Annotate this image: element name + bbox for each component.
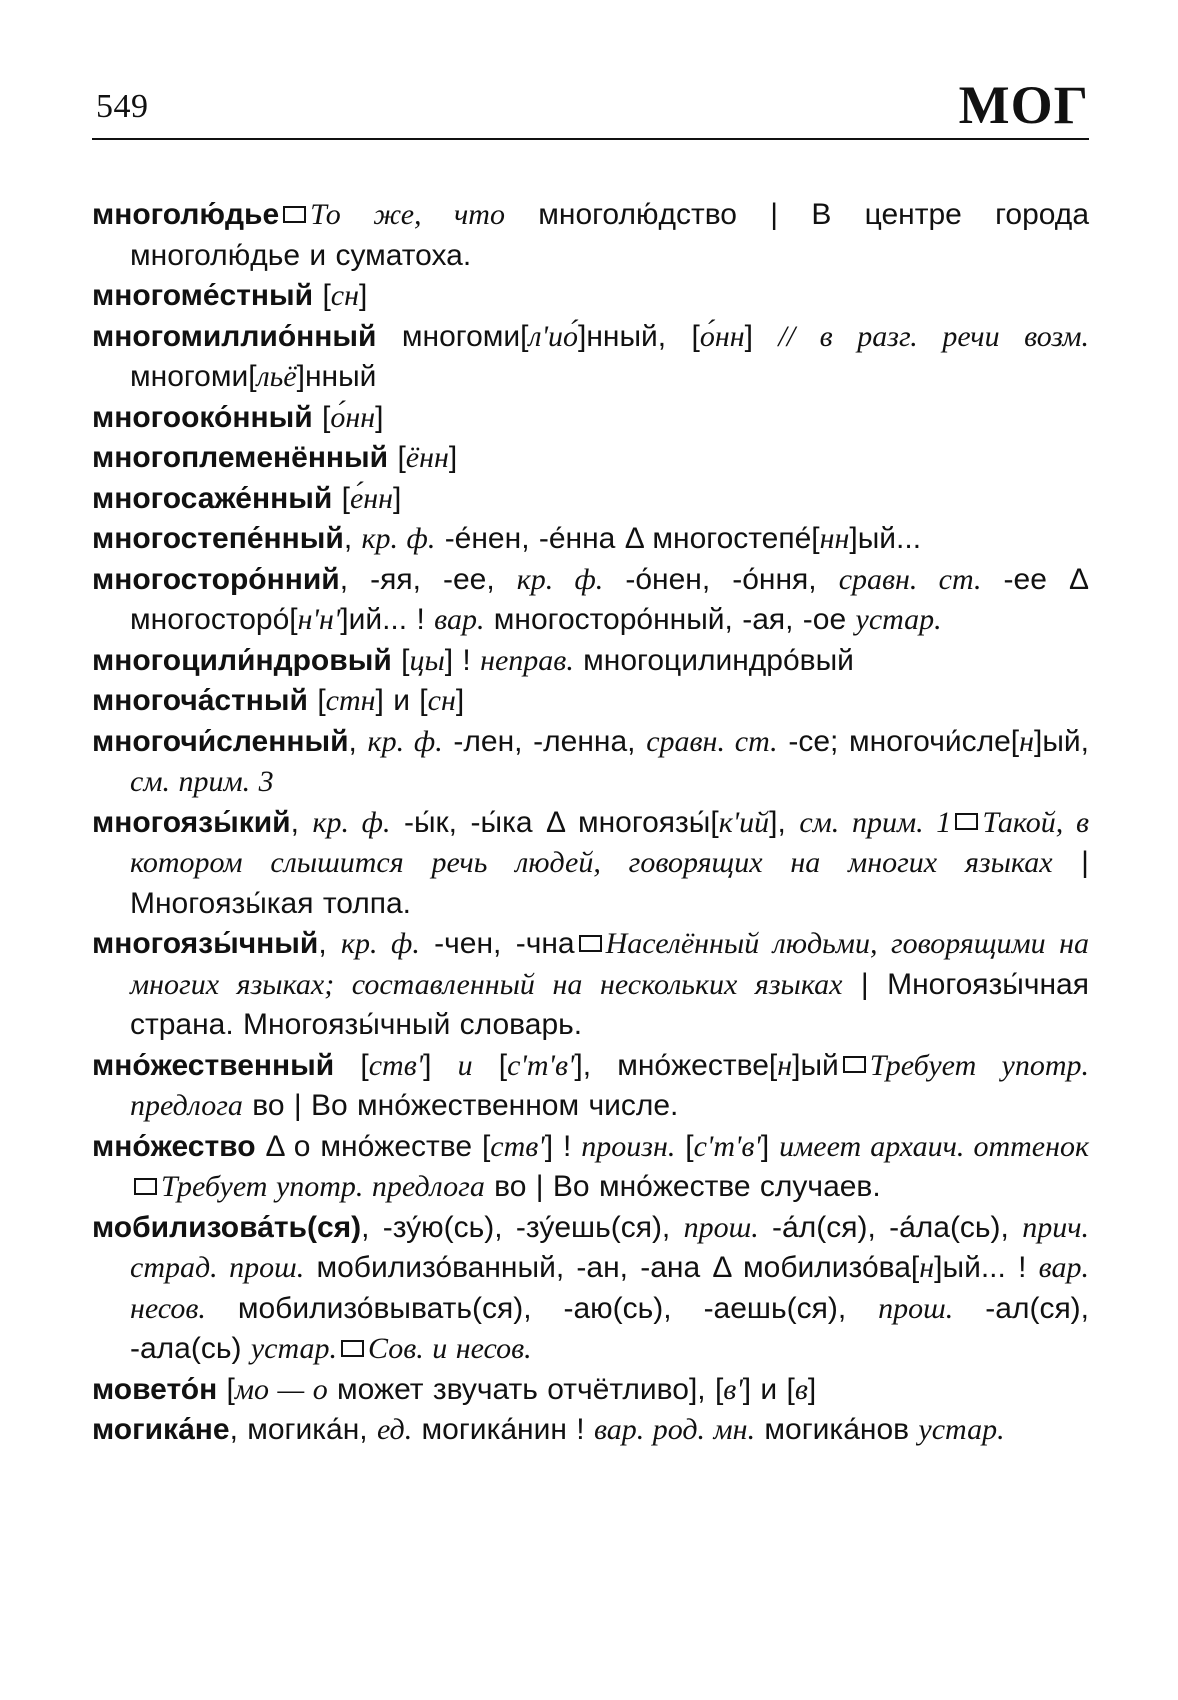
entry-text: ] <box>760 1129 780 1163</box>
definition-box-icon <box>283 206 306 223</box>
entry-text: [ <box>313 279 331 312</box>
grammar-label: кр. ф. <box>516 562 604 596</box>
headword: многоме́стный <box>92 279 314 312</box>
grammar-label: ств' <box>368 1048 424 1082</box>
dictionary-entry <box>92 722 1089 803</box>
entry-text: ]нный <box>296 360 377 393</box>
dictionary-entry <box>92 803 1089 925</box>
grammar-label: к'ий <box>718 805 770 839</box>
page-number: 549 <box>96 88 149 125</box>
entry-text: ] <box>744 319 779 353</box>
grammar-label: н <box>777 1048 793 1082</box>
dictionary-entry <box>92 641 1089 682</box>
grammar-label: н <box>1019 724 1035 758</box>
entry-text: | Многоязы́кая толпа. <box>130 846 1089 920</box>
dictionary-entry <box>92 681 1089 722</box>
entry-text: [ <box>334 1048 369 1082</box>
entry-text: ] <box>358 279 368 312</box>
dictionary-entry <box>92 924 1089 1046</box>
grammar-label: прош. <box>683 1210 759 1244</box>
entry-text: -а́л(ся), -а́ла(сь), <box>758 1210 1023 1244</box>
dictionary-entry <box>92 276 1089 317</box>
grammar-label: ённ <box>405 441 449 474</box>
entry-text: ] <box>448 441 458 474</box>
grammar-label: устар. <box>250 1332 337 1365</box>
dictionary-entry <box>92 1370 1089 1411</box>
definition-box-icon <box>579 935 602 952</box>
headword: мобилизова́ть(ся) <box>92 1210 362 1244</box>
grammar-label: произн. <box>581 1129 676 1163</box>
grammar-label: неправ. <box>480 643 574 677</box>
dictionary-entry <box>92 1046 1089 1127</box>
entry-text: -е́нен, -е́нна Δ многостепе́[ <box>435 522 820 555</box>
headword: многооко́нный <box>92 400 313 434</box>
headword: многоча́стный <box>92 684 308 717</box>
grammar-label: имеет архаич. оттенок <box>779 1129 1090 1163</box>
entry-text: мобилизо́вывать(ся), -аю(сь), -аешь(ся), <box>205 1291 879 1325</box>
entry-text: ] ! <box>544 1129 582 1163</box>
entry-text: [ <box>391 643 410 677</box>
headword: многостепе́нный <box>92 522 344 555</box>
entry-text: ] и [ <box>375 684 428 717</box>
headword: многосаже́нный <box>92 481 333 515</box>
grammar-label: н <box>919 1251 935 1284</box>
grammar-label: сравн. ст. <box>646 724 778 758</box>
entry-text: -о́нен, -о́ння, <box>603 562 839 596</box>
grammar-label: мо — о <box>234 1372 328 1406</box>
entry-text: ], <box>769 805 800 839</box>
entry-text: , -зу́ю(сь), -зу́ешь(ся), <box>361 1210 684 1244</box>
entry-text: может звучать отчётливо], [ <box>327 1372 724 1406</box>
dictionary-entry <box>92 1410 1089 1451</box>
entry-text: ]нный, [ <box>577 319 700 353</box>
entry-text: , <box>290 805 313 839</box>
dictionary-entry <box>92 519 1089 560</box>
entry-text: , <box>348 724 368 758</box>
entry-text: ]ый... ! <box>934 1251 1039 1284</box>
headword: многолю́дье <box>92 198 280 231</box>
grammar-label: с'т'в' <box>507 1048 575 1082</box>
entry-text: ] <box>455 684 465 717</box>
entry-text: [ <box>675 1129 694 1163</box>
headword: многосторо́нний <box>92 562 340 596</box>
grammar-label: кр. ф. <box>341 927 420 960</box>
entry-text: -ал(ся), -ала(сь) <box>130 1291 1090 1365</box>
entry-text: -ы́к, -ы́ка Δ многоязы́[ <box>390 805 719 839</box>
dictionary-entry <box>92 1208 1089 1370</box>
entry-text: -лен, -ленна, <box>442 724 647 758</box>
headword: могика́не <box>92 1413 230 1446</box>
headword: многоплеменённый <box>92 441 389 474</box>
grammar-label: е́нн <box>349 481 394 515</box>
entry-text: ]ый <box>792 1048 839 1082</box>
entry-text: -ее Δ многосторо́[ <box>130 562 1089 636</box>
grammar-label: устар. <box>918 1413 1005 1446</box>
entry-text: , <box>318 927 341 960</box>
dictionary-entry <box>92 438 1089 479</box>
definition-box-icon <box>843 1056 866 1073</box>
dictionary-entry <box>92 560 1089 641</box>
entry-text: | Многоязы́чная страна. Многоязы́чный словарь. <box>130 967 1089 1041</box>
grammar-label: цы <box>409 643 445 677</box>
grammar-label: прич. страд. прош. <box>130 1210 1089 1284</box>
headword: мно́жественный <box>92 1048 335 1082</box>
entry-text: ]ий... ! <box>340 603 435 636</box>
entry-text: [ <box>472 1048 508 1082</box>
entry-text: ] <box>807 1372 817 1406</box>
headword: мно́жество <box>92 1129 256 1163</box>
entry-text: , <box>343 522 362 555</box>
entry-text: ] и [ <box>742 1372 795 1406</box>
grammar-label: см. прим. 3 <box>130 765 274 798</box>
entry-text: многосторо́нный, -ая, -ое <box>484 603 856 636</box>
dictionary-entry <box>92 398 1089 439</box>
entry-text: [ <box>388 441 406 474</box>
entry-text: ] <box>393 481 402 515</box>
grammar-label: и <box>457 1048 473 1082</box>
entry-text: во | Во мно́жестве случаев. <box>484 1170 881 1203</box>
headword: многоязы́кий <box>92 805 291 839</box>
grammar-label: льё <box>256 360 297 393</box>
entry-text: мобилизо́ванный, -ан, -ана Δ мобилизо́ва[ <box>304 1251 920 1284</box>
grammar-label: То же, что <box>310 198 505 231</box>
headword: мовето́н <box>92 1372 218 1406</box>
grammar-label: кр. ф. <box>312 805 391 839</box>
entry-text: могика́нин ! <box>412 1413 594 1446</box>
grammar-label: в <box>794 1372 808 1406</box>
grammar-label: нн <box>819 522 850 555</box>
running-head: МОГ <box>958 75 1089 135</box>
grammar-label: прош. <box>878 1291 954 1325</box>
grammar-label: Такой, в котором слышится речь людей, говорящих на многих языках <box>130 805 1090 879</box>
entry-text: , могика́н, <box>229 1413 377 1446</box>
entry-text: [ <box>217 1372 235 1406</box>
grammar-label: Населённый людьми, говорящими на многих языках; составленный на нескольких языках <box>130 927 1090 1001</box>
headword: многоязы́чный <box>92 927 319 960</box>
grammar-label: Требует употр. предлога <box>130 1048 1090 1122</box>
grammar-label: в' <box>723 1372 743 1406</box>
entry-text: многоми[ <box>376 319 529 353</box>
definition-box-icon <box>341 1340 364 1357</box>
entry-text: [ <box>307 684 326 717</box>
dictionary-entry <box>92 195 1089 276</box>
grammar-label: сн <box>427 684 456 717</box>
grammar-label: сравн. ст. <box>838 562 982 596</box>
header-rule <box>92 138 1089 140</box>
grammar-label: сн <box>330 279 359 312</box>
grammar-label: вар. несов. <box>130 1251 1089 1325</box>
definition-box-icon <box>134 1178 157 1195</box>
grammar-label: вар. <box>434 603 485 636</box>
headword: многомиллио́нный <box>92 319 377 353</box>
dictionary-entry <box>92 317 1089 398</box>
definition-box-icon <box>955 813 978 830</box>
entry-text: ]ый... <box>849 522 922 555</box>
entry-text: ] ! <box>444 643 481 677</box>
entry-text: ]ый, <box>1034 724 1090 758</box>
entry-text: ] <box>375 400 384 434</box>
grammar-label: л'ио́ <box>528 319 578 353</box>
page-header <box>92 72 1089 134</box>
entry-text: ] <box>423 1048 458 1082</box>
grammar-label: Требует употр. предлога <box>161 1170 485 1203</box>
entry-text: многолю́дство | В центре города многолю́дье и суматоха. <box>130 198 1090 272</box>
grammar-label: устар. <box>855 603 942 636</box>
headword: многочи́сленный <box>92 724 349 758</box>
grammar-label: с'т'в' <box>693 1129 761 1163</box>
headword: многоцили́ндровый <box>92 643 392 677</box>
entry-text: ], мно́жестве[ <box>574 1048 778 1082</box>
grammar-label: стн <box>325 684 376 717</box>
entry-text: Δ о мно́жестве [ <box>255 1129 491 1163</box>
entry-text: могика́нов <box>755 1413 919 1446</box>
grammar-label: кр. ф. <box>361 522 436 555</box>
entry-text: во | Во мно́жественном числе. <box>242 1089 679 1122</box>
grammar-label: см. прим. 1 <box>799 805 952 839</box>
grammar-label: ств' <box>490 1129 545 1163</box>
entry-text: , -яя, -ее, <box>339 562 517 596</box>
grammar-label: Сов. и несов. <box>367 1332 532 1365</box>
dictionary-entry <box>92 1127 1089 1208</box>
entry-text: многоми[ <box>130 360 257 393</box>
grammar-label: о́нн <box>330 400 376 434</box>
grammar-label: // в разг. речи возм. <box>778 319 1090 353</box>
entry-text: [ <box>312 400 331 434</box>
grammar-label: о́нн <box>699 319 745 353</box>
entry-text: многоцилиндро́вый <box>573 643 854 677</box>
dictionary-entry <box>92 479 1089 520</box>
grammar-label: н'н' <box>297 603 341 636</box>
entry-text: -чен, -чна <box>419 927 575 960</box>
entry-text: -се; многочи́сле[ <box>777 724 1020 758</box>
grammar-label: вар. род. мн. <box>593 1413 756 1446</box>
grammar-label: кр. ф. <box>367 724 443 758</box>
entry-text: [ <box>332 481 350 515</box>
grammar-label: ед. <box>376 1413 413 1446</box>
dictionary-entries <box>92 195 1089 1451</box>
